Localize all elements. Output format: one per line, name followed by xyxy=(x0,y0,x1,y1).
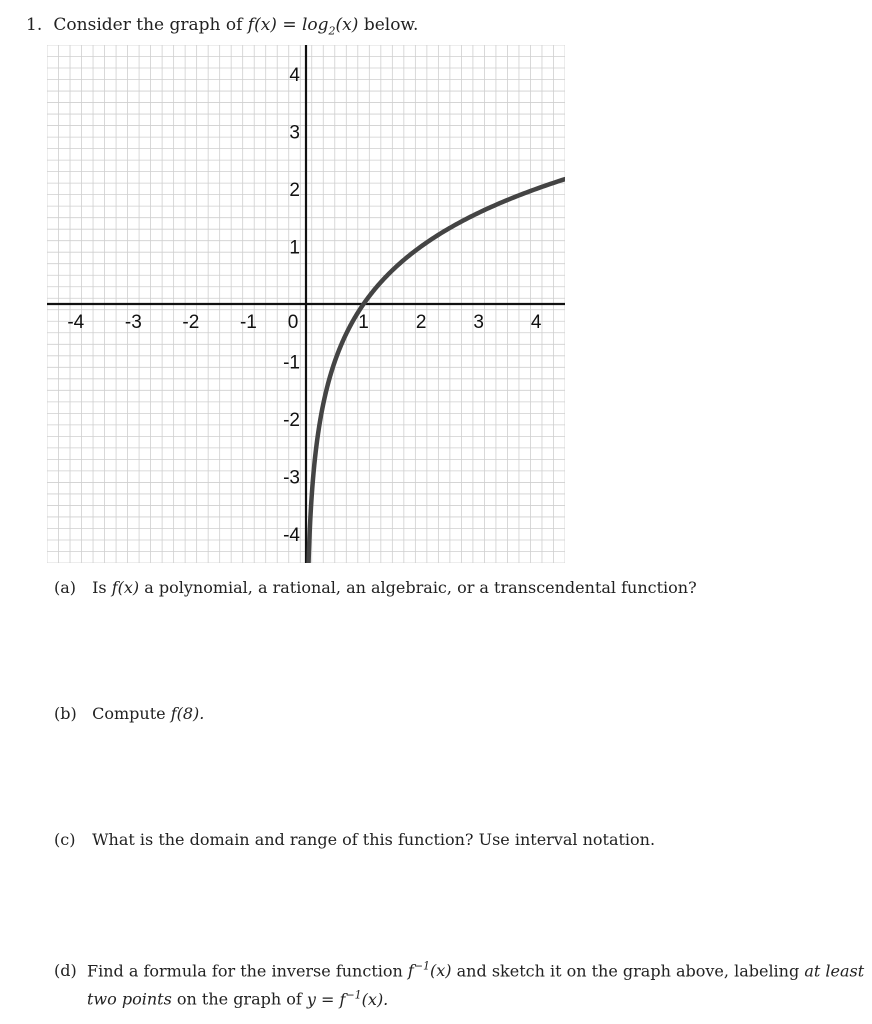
function-def-base: 2 xyxy=(328,24,336,38)
y-tick-label: -4 xyxy=(283,525,300,547)
x-tick-label: -4 xyxy=(67,312,85,333)
part-b-f8: f(8). xyxy=(170,704,205,723)
problem-intro: Consider the graph of xyxy=(53,15,243,35)
part-d-text-1: Find a formula for the inverse function xyxy=(87,961,403,981)
x-tick-label: -3 xyxy=(124,312,142,333)
part-d-at-least: at least xyxy=(804,961,865,981)
problem-intro-end: below. xyxy=(363,15,419,35)
part-d-inverse-eq xyxy=(307,990,388,1009)
y-tick-label: 4 xyxy=(289,64,300,86)
part-d-label: (d) xyxy=(54,961,77,981)
part-c xyxy=(54,828,655,852)
part-d-text-7: on the graph of xyxy=(176,989,302,1009)
axes xyxy=(47,45,565,563)
y-tick-label: 3 xyxy=(289,122,300,144)
part-a xyxy=(54,576,697,600)
part-b xyxy=(54,702,204,726)
part-d-line-2 xyxy=(54,983,869,1011)
part-d-inverse-sup: −1 xyxy=(413,960,431,973)
function-definition xyxy=(247,15,359,38)
x-tick-label: 0 xyxy=(287,312,299,333)
part-b-text-1: Compute xyxy=(92,704,166,723)
x-tick-label: -1 xyxy=(239,312,257,333)
problem-number: 1. xyxy=(26,15,43,35)
part-d-inverse-arg: (x) xyxy=(430,961,452,981)
part-d-two-points: two points xyxy=(87,989,172,1009)
part-c-text: What is the domain and range of this function? Use interval notation. xyxy=(92,830,656,849)
x-tick-label: 1 xyxy=(358,312,369,333)
part-d-inverse xyxy=(408,961,452,980)
y-tick-label: -1 xyxy=(283,352,300,374)
problem-statement xyxy=(26,15,418,37)
function-def-arg: (x) xyxy=(335,15,359,35)
y-tick-label: 2 xyxy=(289,179,300,201)
part-a-fx: f(x) xyxy=(111,578,140,597)
part-d-text-4: and sketch it on the graph above, labeling xyxy=(456,961,800,981)
part-d-inverse-eq-sup: −1 xyxy=(345,988,362,1002)
y-tick-label: -3 xyxy=(283,467,300,489)
x-tick-label: -2 xyxy=(182,312,200,333)
y-tick-label: -2 xyxy=(283,410,300,432)
part-a-label: (a) xyxy=(54,578,77,597)
x-tick-label: 3 xyxy=(473,312,484,333)
part-a-text-1: Is xyxy=(92,578,107,597)
log-graph xyxy=(47,45,565,563)
function-def-main: f(x) = log xyxy=(247,15,329,35)
x-tick-label: 4 xyxy=(530,312,542,333)
x-tick-label: 2 xyxy=(415,312,427,333)
part-d-inverse-eq-arg: (x). xyxy=(361,989,389,1009)
part-c-label: (c) xyxy=(54,830,76,849)
part-d-inverse-f: f xyxy=(407,961,414,981)
part-b-label: (b) xyxy=(54,704,77,723)
y-tick-label: 1 xyxy=(289,237,300,259)
part-d xyxy=(54,955,869,1012)
part-a-text-3: a polynomial, a rational, an algebraic, or a transcendental function? xyxy=(144,578,697,597)
part-d-inverse-eq-main: y = f xyxy=(306,989,346,1009)
